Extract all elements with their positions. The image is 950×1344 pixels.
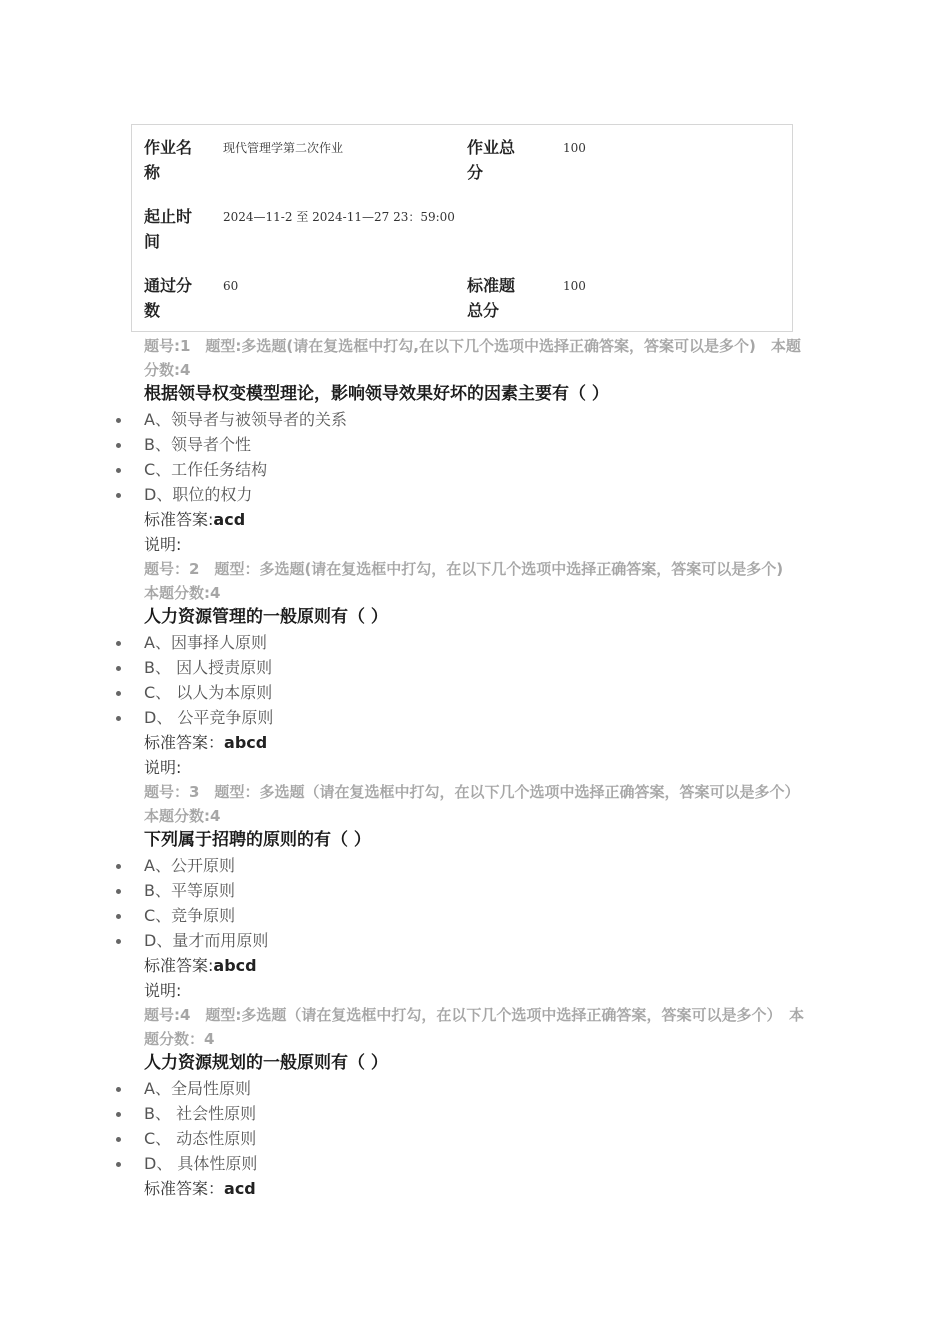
option-item <box>144 680 809 705</box>
question-title: 根据领导权变模型理论，影响领导效果好坏的因素主要有（ ） <box>144 384 609 404</box>
option-list <box>144 630 809 730</box>
option-text: B、 社会性原则 <box>144 1104 257 1123</box>
standard-answer <box>144 1176 809 1201</box>
time-range-value: 2024—11-2 至 2024-11—27 23：59:00 <box>223 210 455 224</box>
bullet-icon <box>116 864 121 869</box>
answer-value: acd <box>213 510 246 529</box>
option-text: A、领导者与被领导者的关系 <box>144 410 347 429</box>
bullet-icon <box>116 666 121 671</box>
option-item <box>144 853 809 878</box>
question-1 <box>144 334 809 557</box>
bullet-icon <box>116 641 121 646</box>
info-row-time <box>132 204 792 273</box>
answer-label: 标准答案： <box>144 733 225 752</box>
option-list <box>144 853 809 953</box>
bullet-icon <box>116 493 121 498</box>
bullet-icon <box>116 939 121 944</box>
option-text: D、 具体性原则 <box>144 1154 258 1173</box>
question-list <box>144 334 809 1201</box>
bullet-icon <box>116 1162 121 1167</box>
question-title: 下列属于招聘的原则的有（ ） <box>144 830 371 850</box>
question-meta: 题号:4 题型:多选题（请在复选框中打勾，在以下几个选项中选择正确答案，答案可以是多个） 本题分数：4 <box>144 1006 804 1048</box>
option-item <box>144 928 809 953</box>
question-title: 人力资源规划的一般原则有（ ） <box>144 1053 388 1073</box>
option-text: D、量才而用原则 <box>144 931 269 950</box>
bullet-icon <box>116 914 121 919</box>
bullet-icon <box>116 1137 121 1142</box>
option-text: C、 动态性原则 <box>144 1129 257 1148</box>
option-text: A、全局性原则 <box>144 1079 251 1098</box>
bullet-icon <box>116 418 121 423</box>
total-score-label: 作业总分 <box>467 138 516 182</box>
assignment-info-table <box>131 124 793 332</box>
assignment-name-label: 作业名称 <box>144 138 193 182</box>
bullet-icon <box>116 716 121 721</box>
question-meta: 题号:1 题型:多选题(请在复选框中打勾,在以下几个选项中选择正确答案，答案可以是多个) 本题分数:4 <box>144 337 801 379</box>
option-text: C、竞争原则 <box>144 906 236 925</box>
option-text: B、平等原则 <box>144 881 235 900</box>
standard-answer <box>144 507 809 532</box>
option-text: C、 以人为本原则 <box>144 683 273 702</box>
question-title: 人力资源管理的一般原则有（ ） <box>144 607 388 627</box>
option-item <box>144 1126 809 1151</box>
question-meta: 题号：2 题型：多选题(请在复选框中打勾，在以下几个选项中选择正确答案，答案可以是多个) 本题分数:4 <box>144 560 799 602</box>
standard-answer <box>144 953 809 978</box>
standard-answer <box>144 730 809 755</box>
bullet-icon <box>116 1112 121 1117</box>
answer-value: abcd <box>213 956 257 975</box>
question-meta: 题号：3 题型：多选题（请在复选框中打勾，在以下几个选项中选择正确答案，答案可以是多个） 本题分数:4 <box>144 783 807 825</box>
option-item <box>144 407 809 432</box>
option-text: D、职位的权力 <box>144 485 253 504</box>
explanation-label: 说明: <box>144 535 182 554</box>
pass-score-value: 60 <box>223 279 239 293</box>
total-score-value: 100 <box>563 141 586 155</box>
answer-value: acd <box>224 1179 256 1198</box>
standard-total-label: 标准题总分 <box>467 276 516 320</box>
bullet-icon <box>116 443 121 448</box>
bullet-icon <box>116 1087 121 1092</box>
option-text: B、领导者个性 <box>144 435 251 454</box>
option-item <box>144 1101 809 1126</box>
standard-total-value: 100 <box>563 279 586 293</box>
option-text: A、因事择人原则 <box>144 633 267 652</box>
option-text: C、工作任务结构 <box>144 460 268 479</box>
explanation-label: 说明: <box>144 758 182 777</box>
info-row-pass <box>132 273 792 342</box>
question-2 <box>144 557 809 780</box>
question-3 <box>144 780 809 1003</box>
option-item <box>144 903 809 928</box>
option-item <box>144 630 809 655</box>
option-item <box>144 1151 809 1176</box>
option-item <box>144 482 809 507</box>
option-text: B、 因人授责原则 <box>144 658 273 677</box>
option-item <box>144 705 809 730</box>
question-4 <box>144 1003 809 1201</box>
option-text: A、公开原则 <box>144 856 235 875</box>
option-item <box>144 457 809 482</box>
answer-label: 标准答案： <box>144 1179 225 1198</box>
info-row-name <box>132 135 792 204</box>
option-list <box>144 407 809 507</box>
option-item <box>144 432 809 457</box>
bullet-icon <box>116 468 121 473</box>
option-item <box>144 655 809 680</box>
option-text: D、 公平竞争原则 <box>144 708 274 727</box>
option-item <box>144 1076 809 1101</box>
explanation-label: 说明: <box>144 981 182 1000</box>
answer-value: abcd <box>224 733 268 752</box>
option-item <box>144 878 809 903</box>
option-list <box>144 1076 809 1176</box>
time-range-label: 起止时间 <box>144 207 193 251</box>
answer-label: 标准答案: <box>144 956 214 975</box>
bullet-icon <box>116 889 121 894</box>
answer-label: 标准答案: <box>144 510 214 529</box>
pass-score-label: 通过分数 <box>144 276 193 320</box>
bullet-icon <box>116 691 121 696</box>
assignment-name-value: 现代管理学第二次作业 <box>223 141 344 155</box>
